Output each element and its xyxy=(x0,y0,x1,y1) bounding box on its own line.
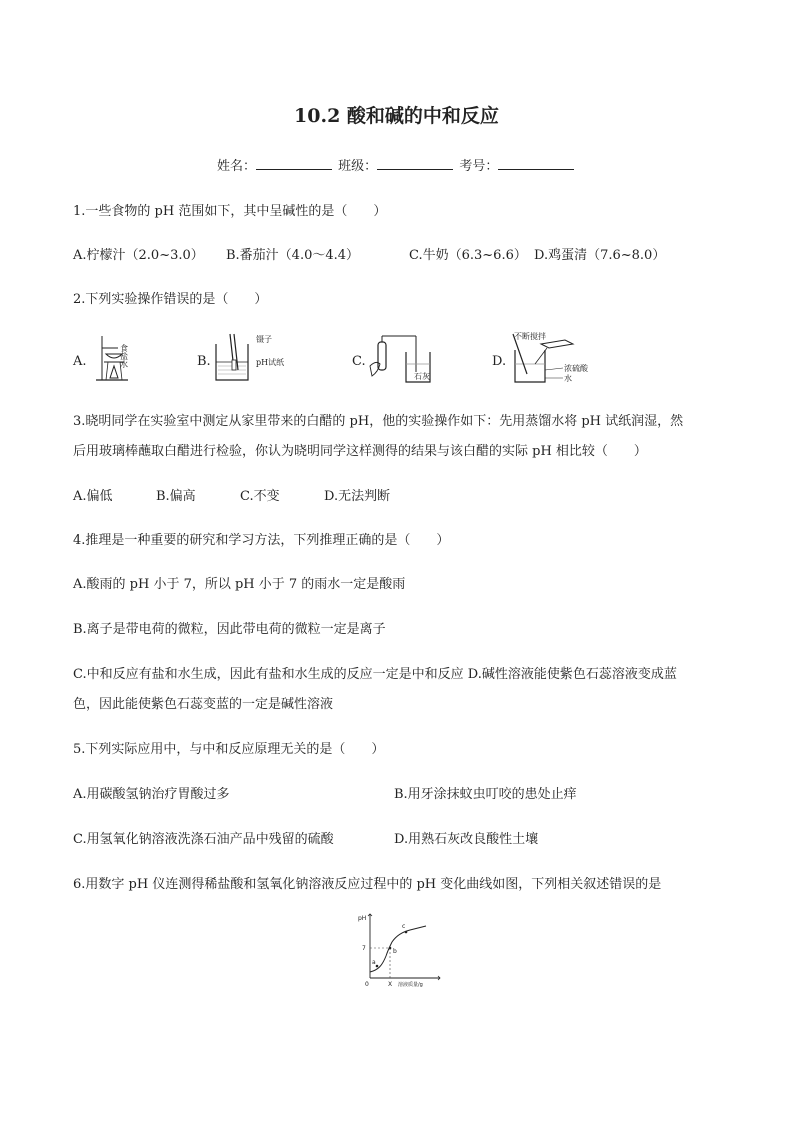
conc-acid-label: 浓硫酸 xyxy=(564,364,588,373)
q1-option-d: D.鸡蛋清（7.6~8.0） xyxy=(534,248,666,263)
q3-line2: 后用玻璃棒蘸取白醋进行检验，你认为晓明同学这样测得的结果与该白醋的实际 pH 相比较（ ） xyxy=(73,444,647,459)
q4-option-a: A.酸雨的 pH 小于 7，所以 pH 小于 7 的雨水一定是酸雨 xyxy=(73,577,406,592)
student-info xyxy=(217,156,576,176)
q3-option-b: B.偏高 xyxy=(156,489,196,504)
q5-option-a: A.用碳酸氢钠治疗胃酸过多 xyxy=(73,787,230,802)
tweezers-label: 镊子 xyxy=(256,335,272,344)
number-label: 考号： xyxy=(459,159,499,174)
q3-option-d: D.无法判断 xyxy=(324,489,391,504)
class-blank[interactable] xyxy=(377,156,453,170)
number-blank[interactable] xyxy=(498,156,574,170)
q4-option-b: B.离子是带电荷的微粒，因此带电荷的微粒一定是离子 xyxy=(73,622,386,637)
q4-option-cd-line1: C.中和反应有盐和水生成，因此有盐和水生成的反应一定是中和反应 D.碱性溶液能使紫色石蕊溶液变成蓝 xyxy=(73,667,677,682)
q2-option-d: D. xyxy=(492,354,507,369)
stir-label: 不断搅拌 xyxy=(514,332,546,341)
graph-xmark: X xyxy=(388,981,393,988)
graph-point-a: a xyxy=(372,959,376,966)
q5-option-c: C.用氢氧化钠溶液洗涤石油产品中残留的硫酸 xyxy=(73,832,334,847)
q1-option-a: A.柠檬汁（2.0~3.0） xyxy=(73,248,204,263)
salt-label-3: 水 xyxy=(120,360,128,369)
q1-option-b: B.番茄汁（4.0～4.4） xyxy=(226,248,360,263)
q3-line1: 3.晓明同学在实验室中测定从家里带来的白醋的 pH，他的实验操作如下：先用蒸馏水将 pH 试纸润湿，然 xyxy=(73,414,684,429)
page-title: 10.2 酸和碱的中和反应 xyxy=(294,105,499,127)
q5-stem: 5.下列实际应用中，与中和反应原理无关的是（ ） xyxy=(73,742,385,757)
q1-option-c: C.牛奶（6.3~6.6） xyxy=(409,248,527,263)
name-blank[interactable] xyxy=(256,156,332,170)
q2-stem: 2.下列实验操作错误的是（ ） xyxy=(73,292,268,307)
q3-option-a: A.偏低 xyxy=(73,489,113,504)
water-label: 水 xyxy=(564,374,572,383)
q5-option-d: D.用熟石灰改良酸性土壤 xyxy=(394,832,539,847)
salt-label-2: 盐 xyxy=(120,352,128,361)
ph-test-paper-figure xyxy=(212,332,252,384)
q4-stem: 4.推理是一种重要的研究和学习方法，下列推理正确的是（ ） xyxy=(73,533,450,548)
q1-stem: 1.一些食物的 pH 范围如下，其中呈碱性的是（ ） xyxy=(73,204,387,219)
graph-y7: 7 xyxy=(362,945,366,952)
name-label: 姓名： xyxy=(217,159,257,174)
graph-ylabel: pH xyxy=(358,915,367,922)
q4-option-cd-line2: 色，因此能使紫色石蕊变蓝的一定是碱性溶液 xyxy=(73,697,334,712)
q2-option-c: C. xyxy=(352,354,366,369)
salt-label-1: 食 xyxy=(120,344,128,353)
evaporation-apparatus-figure xyxy=(88,332,148,384)
limewater-label: 石灰 xyxy=(414,372,430,381)
q2-option-a: A. xyxy=(73,354,87,369)
graph-point-b: b xyxy=(393,948,397,955)
q3-option-c: C.不变 xyxy=(240,489,280,504)
graph-origin: 0 xyxy=(365,981,369,988)
ph-paper-label: pH试纸 xyxy=(256,358,285,367)
q2-option-b: B. xyxy=(197,354,211,369)
graph-xlabel: 溶液质量/g xyxy=(398,982,423,988)
q5-option-b: B.用牙涂抹蚊虫叮咬的患处止痒 xyxy=(394,787,577,802)
class-label: 班级： xyxy=(338,159,378,174)
q6-stem: 6.用数字 pH 仪连测得稀盐酸和氢氧化钠溶液反应过程中的 pH 变化曲线如图，下列相关叙述错误的是 xyxy=(73,877,662,892)
graph-point-c: c xyxy=(402,923,406,930)
ph-curve-graph xyxy=(350,908,450,992)
